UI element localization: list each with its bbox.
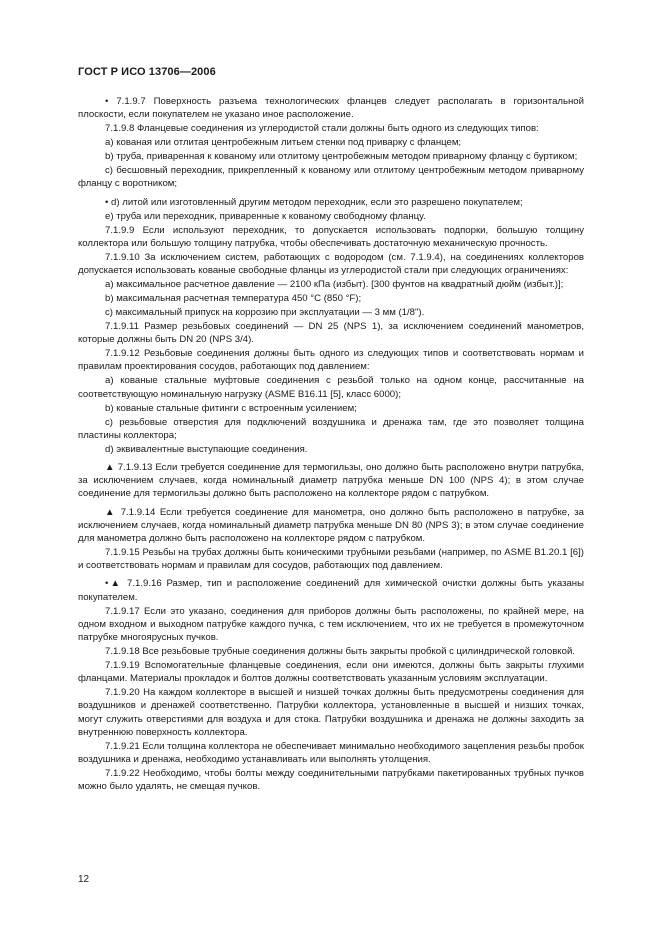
paragraph-7-1-9-14: ▲ 7.1.9.14 Если требуется соединение для манометра, оно должно быть расположено в патрубке, за исключением случаев, когда номинальный диаметр патрубка меньше DN 80 (NPS 3); в этом случае соединение для манометра должно быть расположено на коллекторе рядом с патрубком. <box>78 506 584 545</box>
list-item: b) труба, приваренная к кованому или отлитому центробежным методом приварному фланцу с буртиком; <box>105 151 578 163</box>
list-item: с) бесшовный переходник, прикрепленный к кованому или отлитому центробежным методом приварному фланцу с воротником; <box>78 165 584 190</box>
list-item: с) резьбовые отверстия для подключений воздушника и дренажа там, где это позволяет толщина пластины коллектора; <box>78 416 584 441</box>
paragraph-7-1-9-9: 7.1.9.9 Если используют переходник, то допускается использовать подпорки, большую толщину коллектора или большую толщину патрубка, чтобы обеспечивать достаточную механическую прочность. <box>78 224 584 249</box>
list-item: а) кованые стальные муфтовые соединения с резьбой только на одном конце, рассчитанные на соответствующую номинальную нагрузку (ASME B16.11 [5], класс 6000); <box>78 375 584 400</box>
paragraph-7-1-9-17: 7.1.9.17 Если это указано, соединения для приборов должны быть расположены, по крайней мере, на одном входном и выходном патрубке каждого пучка, с тем исключением, что их не требуется в промежуточном патрубке многоярусных пучков. <box>78 605 584 644</box>
list-item: а) кованая или отлитая центробежным литьем стенки под приварку с фланцем; <box>105 137 462 149</box>
paragraph-7-1-9-10: 7.1.9.10 За исключением систем, работающих с водородом (см. 7.1.9.4), на соединениях коллекторов допускается использовать кованые свободные фланцы из углеродистой стали при следующих ограничениях: <box>78 251 584 277</box>
document-body <box>78 95 584 794</box>
paragraph-7-1-9-15: 7.1.9.15 Резьбы на трубах должны быть коническими трубными резьбами (например, по ASME B1.20.1 [6]) и соответствовать нормам и правилам для сосудов, работающих под давлением. <box>78 547 584 572</box>
page-number: 12 <box>78 874 90 885</box>
list-item: е) труба или переходник, приваренные к кованому свободному фланцу. <box>105 210 426 222</box>
list-item: а) максимальное расчетное давление — 2100 кПа (избыт). [300 фунтов на квадратный дюйм (избыт.)]; <box>105 279 564 291</box>
paragraph-7-1-9-18: 7.1.9.18 Все резьбовые трубные соединения должны быть закрыты пробкой с цилиндрической головкой. <box>105 646 575 658</box>
paragraph-7-1-9-12: 7.1.9.12 Резьбовые соединения должны быть одного из следующих типов и соответствовать нормам и правилам проектирования сосудов, работающих под давлением: <box>78 348 584 373</box>
list-item: b) максимальная расчетная температура 450 °С (850 °F); <box>105 293 362 305</box>
paragraph-7-1-9-13: ▲ 7.1.9.13 Если требуется соединение для термогильзы, оно должно быть расположено внутри патрубка, за исключением случаев, когда номинальный диаметр патрубка меньше DN 100 (NPS 4); в этом случае соединение для термогильзы должно быть расположено на коллекторе рядом с патрубком. <box>78 462 584 500</box>
list-item: • d) литой или изготовленный другим методом переходник, если это разрешено покупателем; <box>105 196 523 208</box>
paragraph-7-1-9-22: 7.1.9.22 Необходимо, чтобы болты между соединительными патрубками пакетированных трубных пучков можно было удалять, не смещая пучков. <box>78 768 584 793</box>
paragraph-7-1-9-16: •▲ 7.1.9.16 Размер, тип и расположение соединений для химической очистки должны быть указаны покупателем. <box>78 578 584 603</box>
list-item: d) эквивалентные выступающие соединения. <box>105 443 308 455</box>
paragraph-7-1-9-21: 7.1.9.21 Если толщина коллектора не обеспечивает минимально необходимого зацепления резьбы пробок воздушника и дренажа, необходимо устанавливать или выполнять утолщения. <box>78 740 584 766</box>
paragraph-7-1-9-7: • 7.1.9.7 Поверхность разъема технологических фланцев следует располагать в горизонтальной плоскости, если покупателем не указано иное расположение. <box>78 96 584 121</box>
document-header: ГОСТ Р ИСО 13706—2006 <box>78 66 216 78</box>
paragraph-7-1-9-19: 7.1.9.19 Вспомогательные фланцевые соединения, если они имеются, должны быть закрыты глухими фланцами. Материалы прокладок и болтов должны соответствовать указанным условиям эксплуатации. <box>78 660 584 685</box>
paragraph-7-1-9-11: 7.1.9.11 Размер резьбовых соединений — DN 25 (NPS 1), за исключением соединений манометров, которые должны быть DN 20 (NPS 3/4). <box>78 321 584 346</box>
paragraph-7-1-9-20: 7.1.9.20 На каждом коллекторе в высшей и низшей точках должны быть предусмотрены соединения для воздушников и дренажей соответственно. Патрубки коллектора, установленные в высшей и низших точках, могут служить отверстиями для воздуха и для стока. Патрубки воздушника и дренажа не должны заходить за внутреннюю поверхность коллектора. <box>78 687 584 738</box>
list-item: с) максимальный припуск на коррозию при эксплуатации — 3 мм (1/8"). <box>105 307 425 319</box>
list-item: b) кованые стальные фитинги с встроенным усилением; <box>105 402 357 414</box>
paragraph-7-1-9-8: 7.1.9.8 Фланцевые соединения из углеродистой стали должны быть одного из следующих типов: <box>105 123 539 135</box>
